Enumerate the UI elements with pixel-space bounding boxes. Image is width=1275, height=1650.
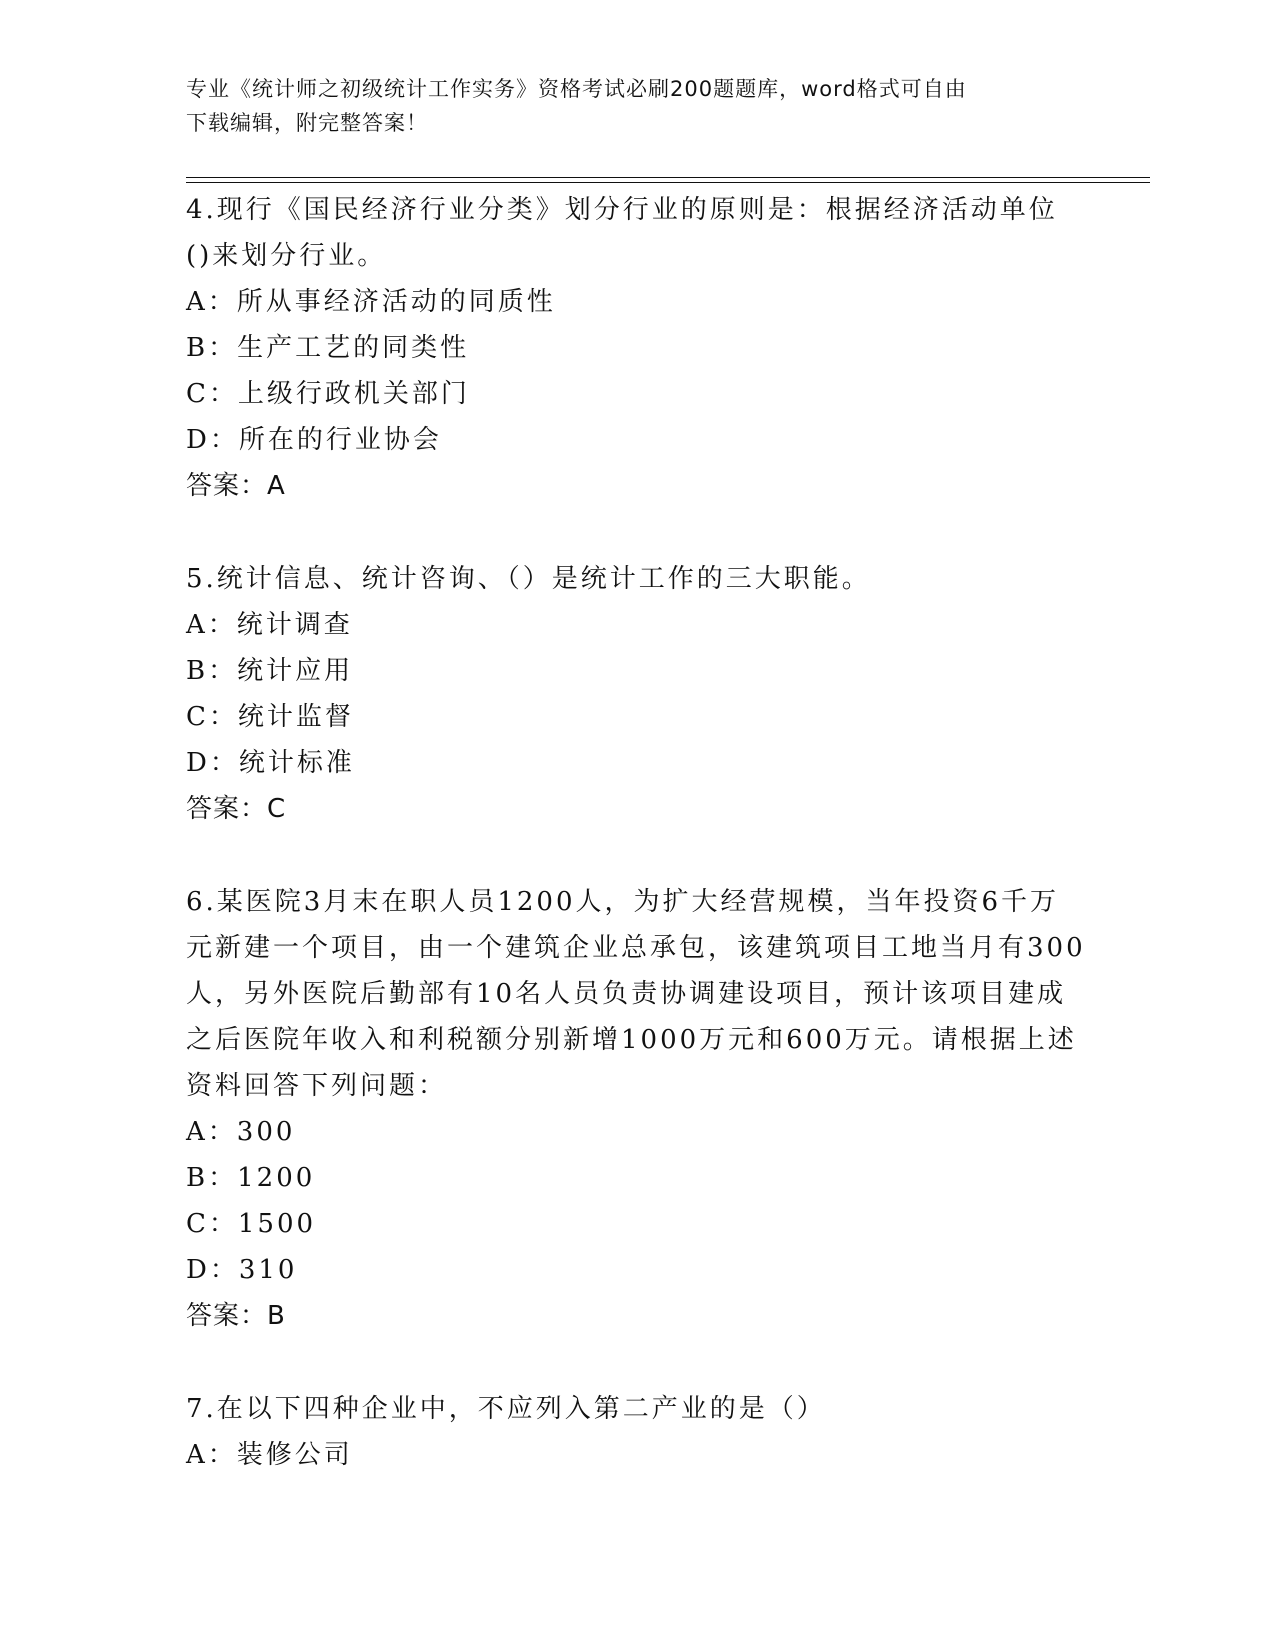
question-6 (186, 879, 1086, 1339)
question-stem: 7.在以下四种企业中，不应列入第二产业的是（） (186, 1394, 826, 1424)
option-c: C：1500 (186, 1209, 317, 1239)
option-a: A：统计调查 (186, 610, 353, 640)
question-stem: 4.现行《国民经济行业分类》划分行业的原则是：根据经济活动单位 ()来划分行业。 (186, 195, 1058, 271)
question-5 (186, 556, 1086, 832)
option-c: C：统计监督 (186, 702, 354, 732)
option-b: B：生产工艺的同类性 (186, 333, 470, 363)
answer: 答案：C (186, 794, 287, 824)
option-d: D：所在的行业协会 (186, 425, 442, 455)
document-header (186, 72, 1066, 140)
answer: 答案：A (186, 471, 286, 501)
option-a: A：所从事经济活动的同质性 (186, 287, 556, 317)
question-7 (186, 1386, 1086, 1478)
header-line-1: 专业《统计师之初级统计工作实务》资格考试必刷200题题库，word格式可自由 (186, 77, 967, 101)
question-stem: 6.某医院3月末在职人员1200人，为扩大经营规模，当年投资6千万 元新建一个项目，由一个建筑企业总承包，该建筑项目工地当月有300 人，另外医院后勤部有10名人员负责协调建设项目，预计该项目建成 之后医院年收入和利税额分别新增1000万元和600万元。请根据上述 资料回答下列问题： (186, 887, 1086, 1101)
option-b: B：1200 (186, 1163, 316, 1193)
option-c: C：上级行政机关部门 (186, 379, 470, 409)
header-divider-bottom (186, 182, 1150, 183)
header-line-2: 下载编辑，附完整答案！ (186, 111, 428, 135)
answer: 答案：B (186, 1301, 286, 1331)
question-4 (186, 187, 1086, 509)
header-divider-top (186, 177, 1150, 178)
option-d: D：统计标准 (186, 748, 355, 778)
option-b: B：统计应用 (186, 656, 354, 686)
option-d: D：310 (186, 1255, 298, 1285)
question-list (186, 187, 1086, 1525)
option-a: A：装修公司 (186, 1440, 353, 1470)
question-stem: 5.统计信息、统计咨询、（）是统计工作的三大职能。 (186, 564, 871, 594)
option-a: A：300 (186, 1117, 296, 1147)
